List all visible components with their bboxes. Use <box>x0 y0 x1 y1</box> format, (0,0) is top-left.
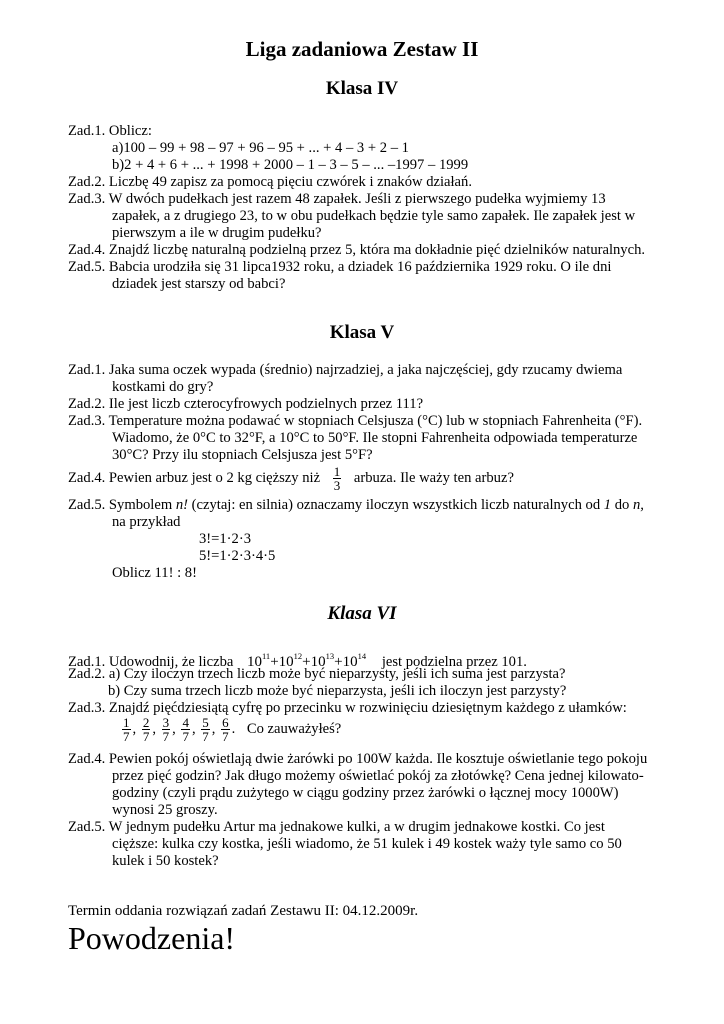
section-klasa-v <box>68 362 668 464</box>
deadline-text: Termin oddania rozwiązań zadań Zestawu II: 04.12.2009r. <box>68 903 419 919</box>
task-line: na przykład <box>112 514 181 530</box>
task-line: Zad.3. Znajdź pięćdziesiątą cyfrę po przecinku w rozwinięciu dziesiętnym każdego z ułamków: <box>68 700 627 716</box>
task-line: cięższe: kulka czy kostka, jeśli wiadomo, że 51 kulek i 49 kostek waży tyle samo co 50 <box>112 836 622 852</box>
section-klasa-vi-b <box>68 751 668 870</box>
fraction: $\frac{3}{7}$ <box>162 715 170 744</box>
heading-klasa-v: Klasa V <box>329 322 395 343</box>
task-line: zapałek, a z drugiego 23, to w obu pudełkach będzie tyle samo zapałek. Ile zapałek jest w <box>112 208 636 224</box>
page-title: Liga zadaniowa Zestaw II <box>245 37 479 61</box>
task-line: wynosi 25 groszy. <box>112 802 218 818</box>
observation-question: Co zauważyłeś? <box>246 720 342 737</box>
sum-of-powers: $10^{11}+10^{12}+10^{13}+10^{14}$ <box>247 651 367 670</box>
fraction: $\frac{2}{7}$ <box>142 715 150 744</box>
task-line: godziny (czyli prądu zużytego w ciągu godziny przez żarówki o łącznej mocy 1000W) <box>112 785 619 801</box>
task-line: Zad.2. Ile jest liczb czterocyfrowych podzielnych przez 111? <box>68 396 424 412</box>
heading-klasa-vi: Klasa VI <box>327 603 397 624</box>
task-z4-klasa-v: Zad.4. Pewien arbuz jest o 2 kg cięższy niż $\frac{1}{3}$ arbuza. Ile waży ten arbuz? <box>68 464 514 494</box>
fraction: $\frac{1}{7}$ <box>123 715 130 744</box>
example-3-factorial: 3!=1·2·3 <box>199 531 251 547</box>
task-line: dziadek jest starszy od babci? <box>112 276 286 292</box>
fraction-one-third: $\frac{1}{3}$ <box>333 464 341 494</box>
task-line: Zad.2. Liczbę 49 zapisz za pomocą pięciu czwórek i znaków działań. <box>68 174 472 190</box>
task-line: a)100 – 99 + 98 – 97 + 96 – 95 + ... + 4 – 3 + 2 – 1 <box>112 140 409 156</box>
task-line: Wiadomo, że 0°C to 32°F, a 10°C to 50°F. Ile stopni Fahrenheita odpowiada temperaturze <box>112 430 638 446</box>
task-line: b) Czy suma trzech liczb może być nieparzysta, jeśli ich iloczyn jest parzysty? <box>108 683 567 699</box>
fraction: $\frac{6}{7}$ <box>222 715 229 744</box>
task-z5-klasa-v: Zad.5. Symbolem n! (czytaj: en silnia) oznaczamy iloczyn wszystkich liczb naturalnych od 1 do n, na przykład <box>68 497 668 531</box>
task-line: Zad.5. W jednym pudełku Artur ma jednakowe kulki, a w drugim jednakowe kostki. Co jest <box>68 819 605 835</box>
task-line: Zad.2. a) Czy iloczyn trzech liczb może być nieparzysty, jeśli ich suma jest parzysta? <box>68 666 566 682</box>
task-line: Zad.3. W dwóch pudełkach jest razem 48 zapałek. Jeśli z pierwszego pudełka wyjmiemy 13 <box>68 191 606 207</box>
task-line: Zad.1. Jaka suma oczek wypada (średnio) najrzadziej, a jaka najczęściej, gdy rzucamy dwiema <box>68 362 623 378</box>
task-line: Zad.4. Znajdź liczbę naturalną podzielną przez 5, która ma dokładnie pięć dzielników naturalnych. <box>68 242 646 258</box>
section-klasa-iv <box>68 123 668 293</box>
good-luck-text: Powodzenia! <box>68 920 236 956</box>
task-line: Zad.3. Temperature można podawać w stopniach Celsjusza (°C) lub w stopniach Fahrenheita (°F). <box>68 413 643 429</box>
section-klasa-vi-a <box>68 666 668 717</box>
task-z1-klasa-vi: Zad.1. Udowodnij, że liczba $10^{11}+10^{12}+10^{13}+10^{14}$ jest podzielna przez 101. <box>68 651 527 670</box>
task-line: kostkami do gry? <box>112 379 214 395</box>
fractions-row: $\frac{1}{7}$ , $\frac{2}{7}$ , $\frac{3}{7}$ , $\frac{4}{7}$ , $\frac{5}{7}$ , $\frac{6}{7}$ . Co zauważyłeś? <box>123 715 342 744</box>
heading-klasa-iv: Klasa IV <box>325 78 399 99</box>
task-line: Oblicz 11! : 8! <box>112 565 197 581</box>
task-line: pierwszym a ile w drugim pudełku? <box>112 225 322 241</box>
task-line: b)2 + 4 + 6 + ... + 1998 + 2000 – 1 – 3 – 5 – ... –1997 – 1999 <box>112 157 469 173</box>
task-line: kulek i 50 kostek? <box>112 853 219 869</box>
example-5-factorial: 5!=1·2·3·4·5 <box>199 548 276 564</box>
task-line: 30°C? Przy ilu stopniach Celsjusza jest 5°F? <box>112 447 373 463</box>
task-line: Zad.5. Babcia urodziła się 31 lipca1932 roku, a dziadek 16 października 1929 roku. O ile dni <box>68 259 612 275</box>
task-line: Zad.4. Pewien pokój oświetlają dwie żarówki po 100W każda. Ile kosztuje oświetlanie tego pokoju <box>68 751 648 767</box>
task-line: przez pięć godzin? Jak długo możemy oświetlać pokój za złotówkę? Cena jednej kilowato- <box>112 768 644 784</box>
fraction: $\frac{4}{7}$ <box>182 715 189 744</box>
task-line: Zad.1. Oblicz: <box>68 123 152 139</box>
fraction: $\frac{5}{7}$ <box>202 715 209 744</box>
